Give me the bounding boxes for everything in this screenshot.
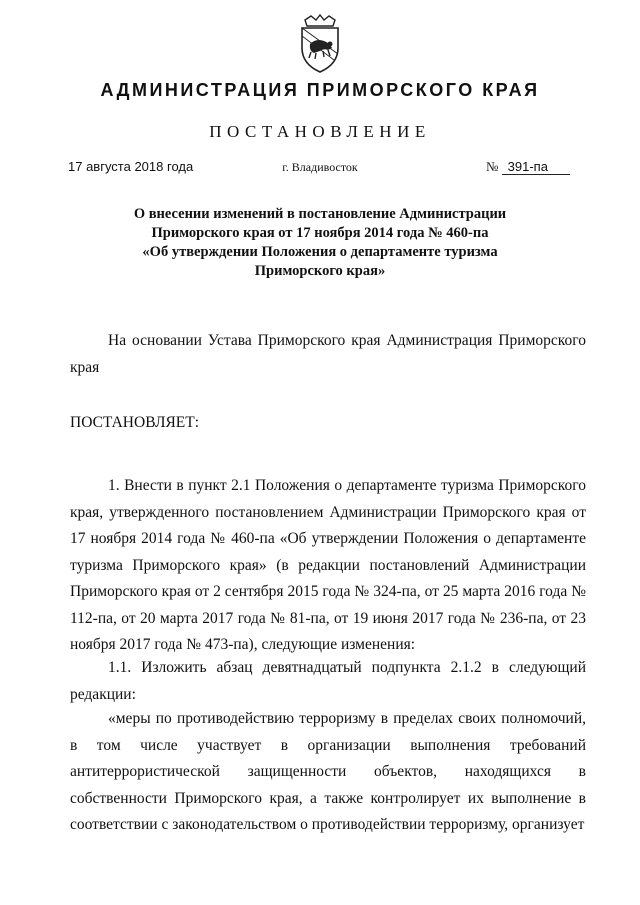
document-number: [486, 159, 570, 175]
title-line-1: О внесении изменений в постановление Администрации: [133, 206, 507, 222]
document-date: 17 августа 2018 года: [68, 159, 194, 174]
document-type: ПОСТАНОВЛЕНИЕ: [209, 122, 431, 141]
resolves-heading: ПОСТАНОВЛЯЕТ:: [70, 414, 200, 431]
item-1-paragraph: 1. Внести в пункт 2.1 Положения о департаменте туризма Приморского края, утвержденного постановлением Администрации Приморского края от 17 ноября 2014 года № 460-па «Об утверждении Положения о департаменте туризма Приморского края» (в редакции постановлений Администрации Приморского края от 2 сентября 2015 года № 324-па, от 25 марта 2016 года № 112-па, от 20 марта 2017 года № 81-па, от 19 июня 2017 года № 236-па, от 23 ноября 2017 года № 473-па), следующие изменения:: [70, 477, 586, 653]
title-line-3: «Об утверждении Положения о департаменте туризма: [142, 244, 498, 260]
item-1-1-paragraph: 1.1. Изложить абзац девятнадцатый подпункта 2.1.2 в следующий редакции:: [70, 659, 586, 703]
title-line-4: Приморского края»: [254, 263, 386, 279]
document-city: г. Владивосток: [282, 160, 358, 174]
intro-paragraph: На основании Устава Приморского края Администрация Приморского края: [70, 332, 586, 376]
title-line-2: Приморского края от 17 ноября 2014 года № 460-па: [151, 225, 489, 241]
document-title: [0, 205, 640, 281]
coat-of-arms-icon: [296, 14, 344, 74]
number-value: 391-па: [502, 159, 570, 175]
organization-name: АДМИНИСТРАЦИЯ ПРИМОРСКОГО КРАЯ: [100, 80, 540, 100]
number-prefix: №: [486, 159, 499, 174]
quote-paragraph: «меры по противодействию терроризму в пределах своих полномочий, в том числе участвует в организации выполнения требований антитеррористической защищенности объектов, находящихся в собственности Приморского края, а также контролирует их выполнение в соответствии с законодательством о противодействии терроризму, организует: [70, 710, 586, 833]
